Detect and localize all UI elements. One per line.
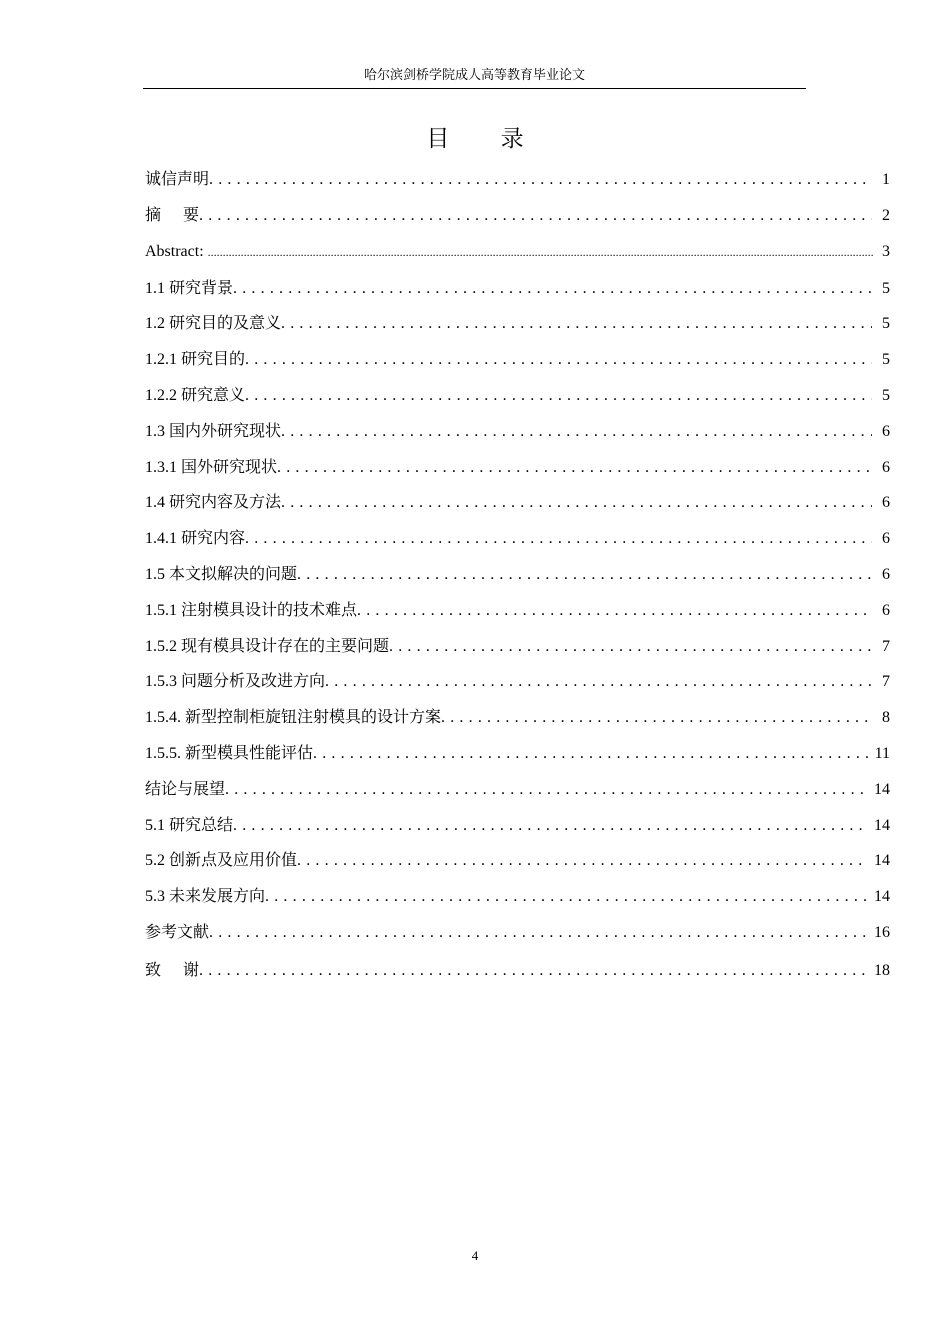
toc-entry-label: 1.5 本文拟解决的问题 xyxy=(145,565,298,583)
toc-entry-page: 5 xyxy=(882,351,890,369)
toc-entry-label: 1.2.1 研究目的 xyxy=(145,351,246,369)
toc-entry-1-5-1[interactable] xyxy=(145,595,890,631)
toc-entry-page: 8 xyxy=(882,709,890,727)
toc-entry-integrity-statement[interactable] xyxy=(145,164,890,200)
toc-entry-page: 7 xyxy=(882,673,890,691)
toc-entry-page: 7 xyxy=(882,637,890,655)
toc-entry-1-2[interactable] xyxy=(145,308,890,344)
toc-entry-1-1[interactable] xyxy=(145,273,890,309)
toc-entry-label: 结论与展望 xyxy=(145,780,226,798)
toc-entry-page: 6 xyxy=(882,601,890,619)
header-title: 哈尔滨剑桥学院成人高等教育毕业论文 xyxy=(363,68,585,83)
toc-leader-dots xyxy=(297,845,868,877)
toc-leader-dots xyxy=(281,416,872,448)
toc-entry-1-2-2[interactable] xyxy=(145,380,890,416)
toc-leader-dots xyxy=(233,273,872,305)
toc-leader-dots xyxy=(389,631,872,663)
toc-entry-page: 6 xyxy=(882,422,890,440)
toc-entry-acknowledgements[interactable] xyxy=(145,955,890,991)
toc-entry-abstract-en[interactable] xyxy=(145,236,890,273)
toc-entry-label: 1.1 研究背景 xyxy=(145,279,234,297)
toc-entry-page: 5 xyxy=(882,386,890,404)
toc-leader-dots xyxy=(199,955,868,987)
toc-entry-page: 1 xyxy=(882,171,890,188)
toc-entry-page: 6 xyxy=(882,458,890,476)
toc-entry-5-2[interactable] xyxy=(145,845,890,881)
toc-entry-page: 5 xyxy=(882,279,890,297)
toc-entry-label: 摘 要 xyxy=(145,206,200,224)
page-header xyxy=(143,66,806,89)
toc-leader-dots xyxy=(199,200,872,232)
toc-leader-dots xyxy=(245,523,872,555)
toc-entry-label: 1.4.1 研究内容 xyxy=(145,530,246,548)
toc-leader-dots xyxy=(209,164,872,196)
toc-entry-page: 11 xyxy=(874,744,890,762)
toc-entry-label: 1.2 研究目的及意义 xyxy=(145,315,282,333)
toc-entry-label: 1.5.1 注射模具设计的技术难点 xyxy=(145,601,358,619)
toc-leader-dots xyxy=(357,595,872,627)
toc-leader-dots xyxy=(233,810,868,842)
toc-leader-dots xyxy=(265,881,868,913)
toc-entry-5-1[interactable] xyxy=(145,810,890,846)
page-number: 4 xyxy=(471,1248,479,1263)
toc-entry-page: 5 xyxy=(882,315,890,333)
toc-entry-1-3-1[interactable] xyxy=(145,452,890,488)
toc-entry-page: 18 xyxy=(874,961,890,979)
toc-entry-label: 5.3 未来发展方向 xyxy=(145,888,266,906)
toc-entry-page: 6 xyxy=(882,565,890,583)
toc-entry-label: 1.3.1 国外研究现状 xyxy=(145,458,278,476)
toc-entry-1-5-5[interactable] xyxy=(145,738,890,774)
toc-leader-dots xyxy=(281,308,872,340)
toc-entry-label: 1.5.5. 新型模具性能评估 xyxy=(145,744,314,762)
toc-entry-label: 5.2 创新点及应用价值 xyxy=(145,852,298,870)
toc-entry-page: 14 xyxy=(874,816,890,834)
toc-entry-page: 14 xyxy=(874,852,890,870)
toc-entry-1-4-1[interactable] xyxy=(145,523,890,559)
toc-entry-5-3[interactable] xyxy=(145,881,890,917)
toc-entry-label: 1.3 国内外研究现状 xyxy=(145,422,282,440)
toc-entry-page: 3 xyxy=(882,242,890,260)
toc-entry-label: 参考文献 xyxy=(145,923,210,941)
toc-entry-conclusion[interactable] xyxy=(145,774,890,810)
toc-entry-label: 1.2.2 研究意义 xyxy=(145,386,246,404)
toc-entry-1-3[interactable] xyxy=(145,416,890,452)
toc-leader-dots xyxy=(277,452,872,484)
toc-entry-label: 5.1 研究总结 xyxy=(145,816,234,834)
toc-entry-label: 1.4 研究内容及方法 xyxy=(145,494,282,512)
toc-entry-references[interactable] xyxy=(145,917,890,953)
toc-entry-page: 2 xyxy=(882,206,890,224)
toc-leader-dots xyxy=(281,487,872,519)
toc-entry-label: 1.5.3 问题分析及改进方向 xyxy=(145,673,326,691)
toc-entry-label: 诚信声明 xyxy=(145,171,210,188)
toc-leader-dots xyxy=(208,236,874,268)
toc-entry-label: 1.5.4. 新型控制柜旋钮注射模具的设计方案 xyxy=(145,709,442,727)
toc-leader-dots xyxy=(245,380,872,412)
toc-leader-dots xyxy=(441,702,872,734)
toc-entry-1-5[interactable] xyxy=(145,559,890,595)
toc-entry-1-2-1[interactable] xyxy=(145,344,890,380)
toc-entry-abstract-cn[interactable] xyxy=(145,200,890,236)
toc-list xyxy=(145,164,890,991)
toc-title: 目 录 xyxy=(426,126,546,152)
toc-entry-page: 14 xyxy=(874,888,890,906)
toc-leader-dots xyxy=(209,917,868,949)
toc-leader-dots xyxy=(313,738,869,770)
toc-leader-dots xyxy=(325,666,872,698)
toc-entry-1-4[interactable] xyxy=(145,487,890,523)
toc-entry-label: 1.5.2 现有模具设计存在的主要问题 xyxy=(145,637,390,655)
toc-leader-dots xyxy=(225,774,868,806)
toc-entry-1-5-3[interactable] xyxy=(145,666,890,702)
toc-entry-1-5-4[interactable] xyxy=(145,702,890,738)
toc-entry-page: 6 xyxy=(882,494,890,512)
toc-entry-page: 14 xyxy=(874,780,890,798)
toc-leader-dots xyxy=(297,559,872,591)
toc-entry-label: 致 谢 xyxy=(145,961,200,979)
toc-entry-1-5-2[interactable] xyxy=(145,631,890,667)
toc-entry-page: 16 xyxy=(874,923,890,941)
toc-entry-page: 6 xyxy=(882,530,890,548)
toc-entry-label: Abstract: xyxy=(145,242,204,260)
toc-leader-dots xyxy=(245,344,872,376)
